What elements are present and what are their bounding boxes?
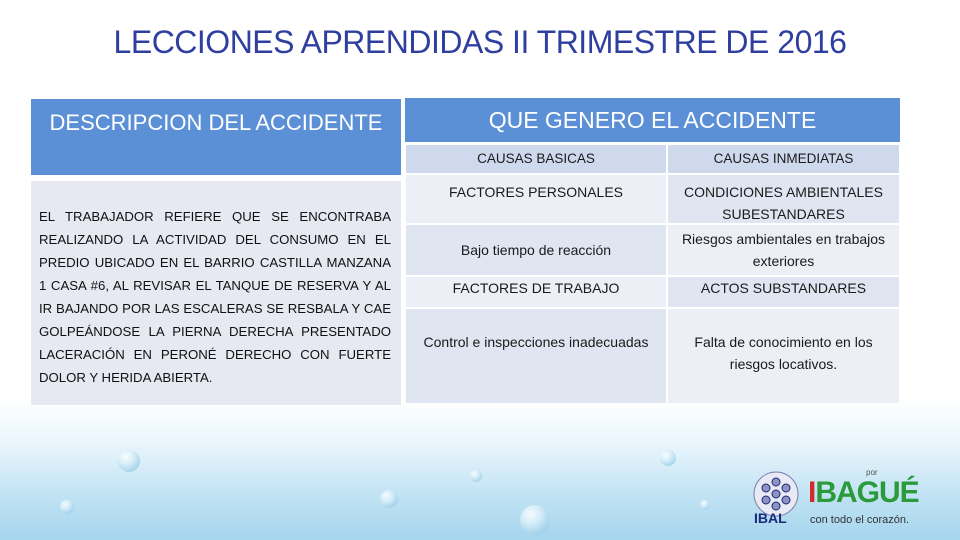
causes-header: QUE GENERO EL ACCIDENTE bbox=[405, 98, 900, 142]
column-header-basic-causes: CAUSAS BASICAS bbox=[405, 144, 667, 174]
logo-area bbox=[746, 460, 946, 532]
table-row bbox=[405, 174, 900, 224]
page-title: LECCIONES APRENDIDAS II TRIMESTRE DE 2016 bbox=[113, 24, 847, 60]
logo-por-text: por bbox=[866, 468, 878, 477]
table-cell: FACTORES DE TRABAJO bbox=[405, 276, 667, 308]
bubble-decoration bbox=[660, 450, 676, 466]
bubble-decoration bbox=[380, 490, 398, 508]
table-header-row bbox=[405, 144, 900, 174]
table-row bbox=[405, 276, 900, 308]
table-cell: Control e inspecciones inadecuadas bbox=[405, 308, 667, 404]
bubble-decoration bbox=[470, 470, 482, 482]
bubble-decoration bbox=[700, 500, 710, 510]
description-header: DESCRIPCION DEL ACCIDENTE bbox=[30, 98, 402, 176]
causes-table bbox=[405, 144, 900, 404]
table-row bbox=[405, 224, 900, 276]
bubble-decoration bbox=[520, 505, 550, 535]
ibague-logo-rest: BAGUÉ bbox=[815, 476, 919, 509]
table-cell: ACTOS SUBSTANDARES bbox=[667, 276, 900, 308]
table-cell: CONDICIONES AMBIENTALES SUBESTANDARES bbox=[667, 174, 900, 224]
table-cell: FACTORES PERSONALES bbox=[405, 174, 667, 224]
logo-slogan: con todo el corazón. bbox=[810, 514, 910, 526]
table-cell: Riesgos ambientales en trabajos exteriores bbox=[667, 224, 900, 276]
table-cell: Falta de conocimiento en los riesgos locativos. bbox=[667, 308, 900, 404]
bubble-decoration bbox=[60, 500, 74, 514]
ibague-logo-text bbox=[808, 476, 919, 510]
table-cell: Bajo tiempo de reacción bbox=[405, 224, 667, 276]
accident-description: EL TRABAJADOR REFIERE QUE SE ENCONTRABA REALIZANDO LA ACTIVIDAD DEL CONSUMO EN EL PREDIO UBICADO EN EL BARRIO CASTILLA MANZANA 1 CASA #6, AL REVISAR EL TANQUE DE RESERVA Y AL IR BAJANDO POR LAS ESCALERAS SE RESBALA Y CAE GOLPEÁNDOSE LA PIERNA DERECHA PRESENTADO LACERACIÓN EN PERONÉ DERECHO CON FUERTE DOLOR Y HERIDA ABIERTA. bbox=[30, 180, 402, 406]
bubble-decoration bbox=[118, 450, 140, 472]
column-header-immediate-causes: CAUSAS INMEDIATAS bbox=[667, 144, 900, 174]
ibal-logo-text: IBAL bbox=[754, 510, 787, 526]
ibague-logo-letter: I bbox=[808, 476, 816, 509]
table-row bbox=[405, 308, 900, 404]
